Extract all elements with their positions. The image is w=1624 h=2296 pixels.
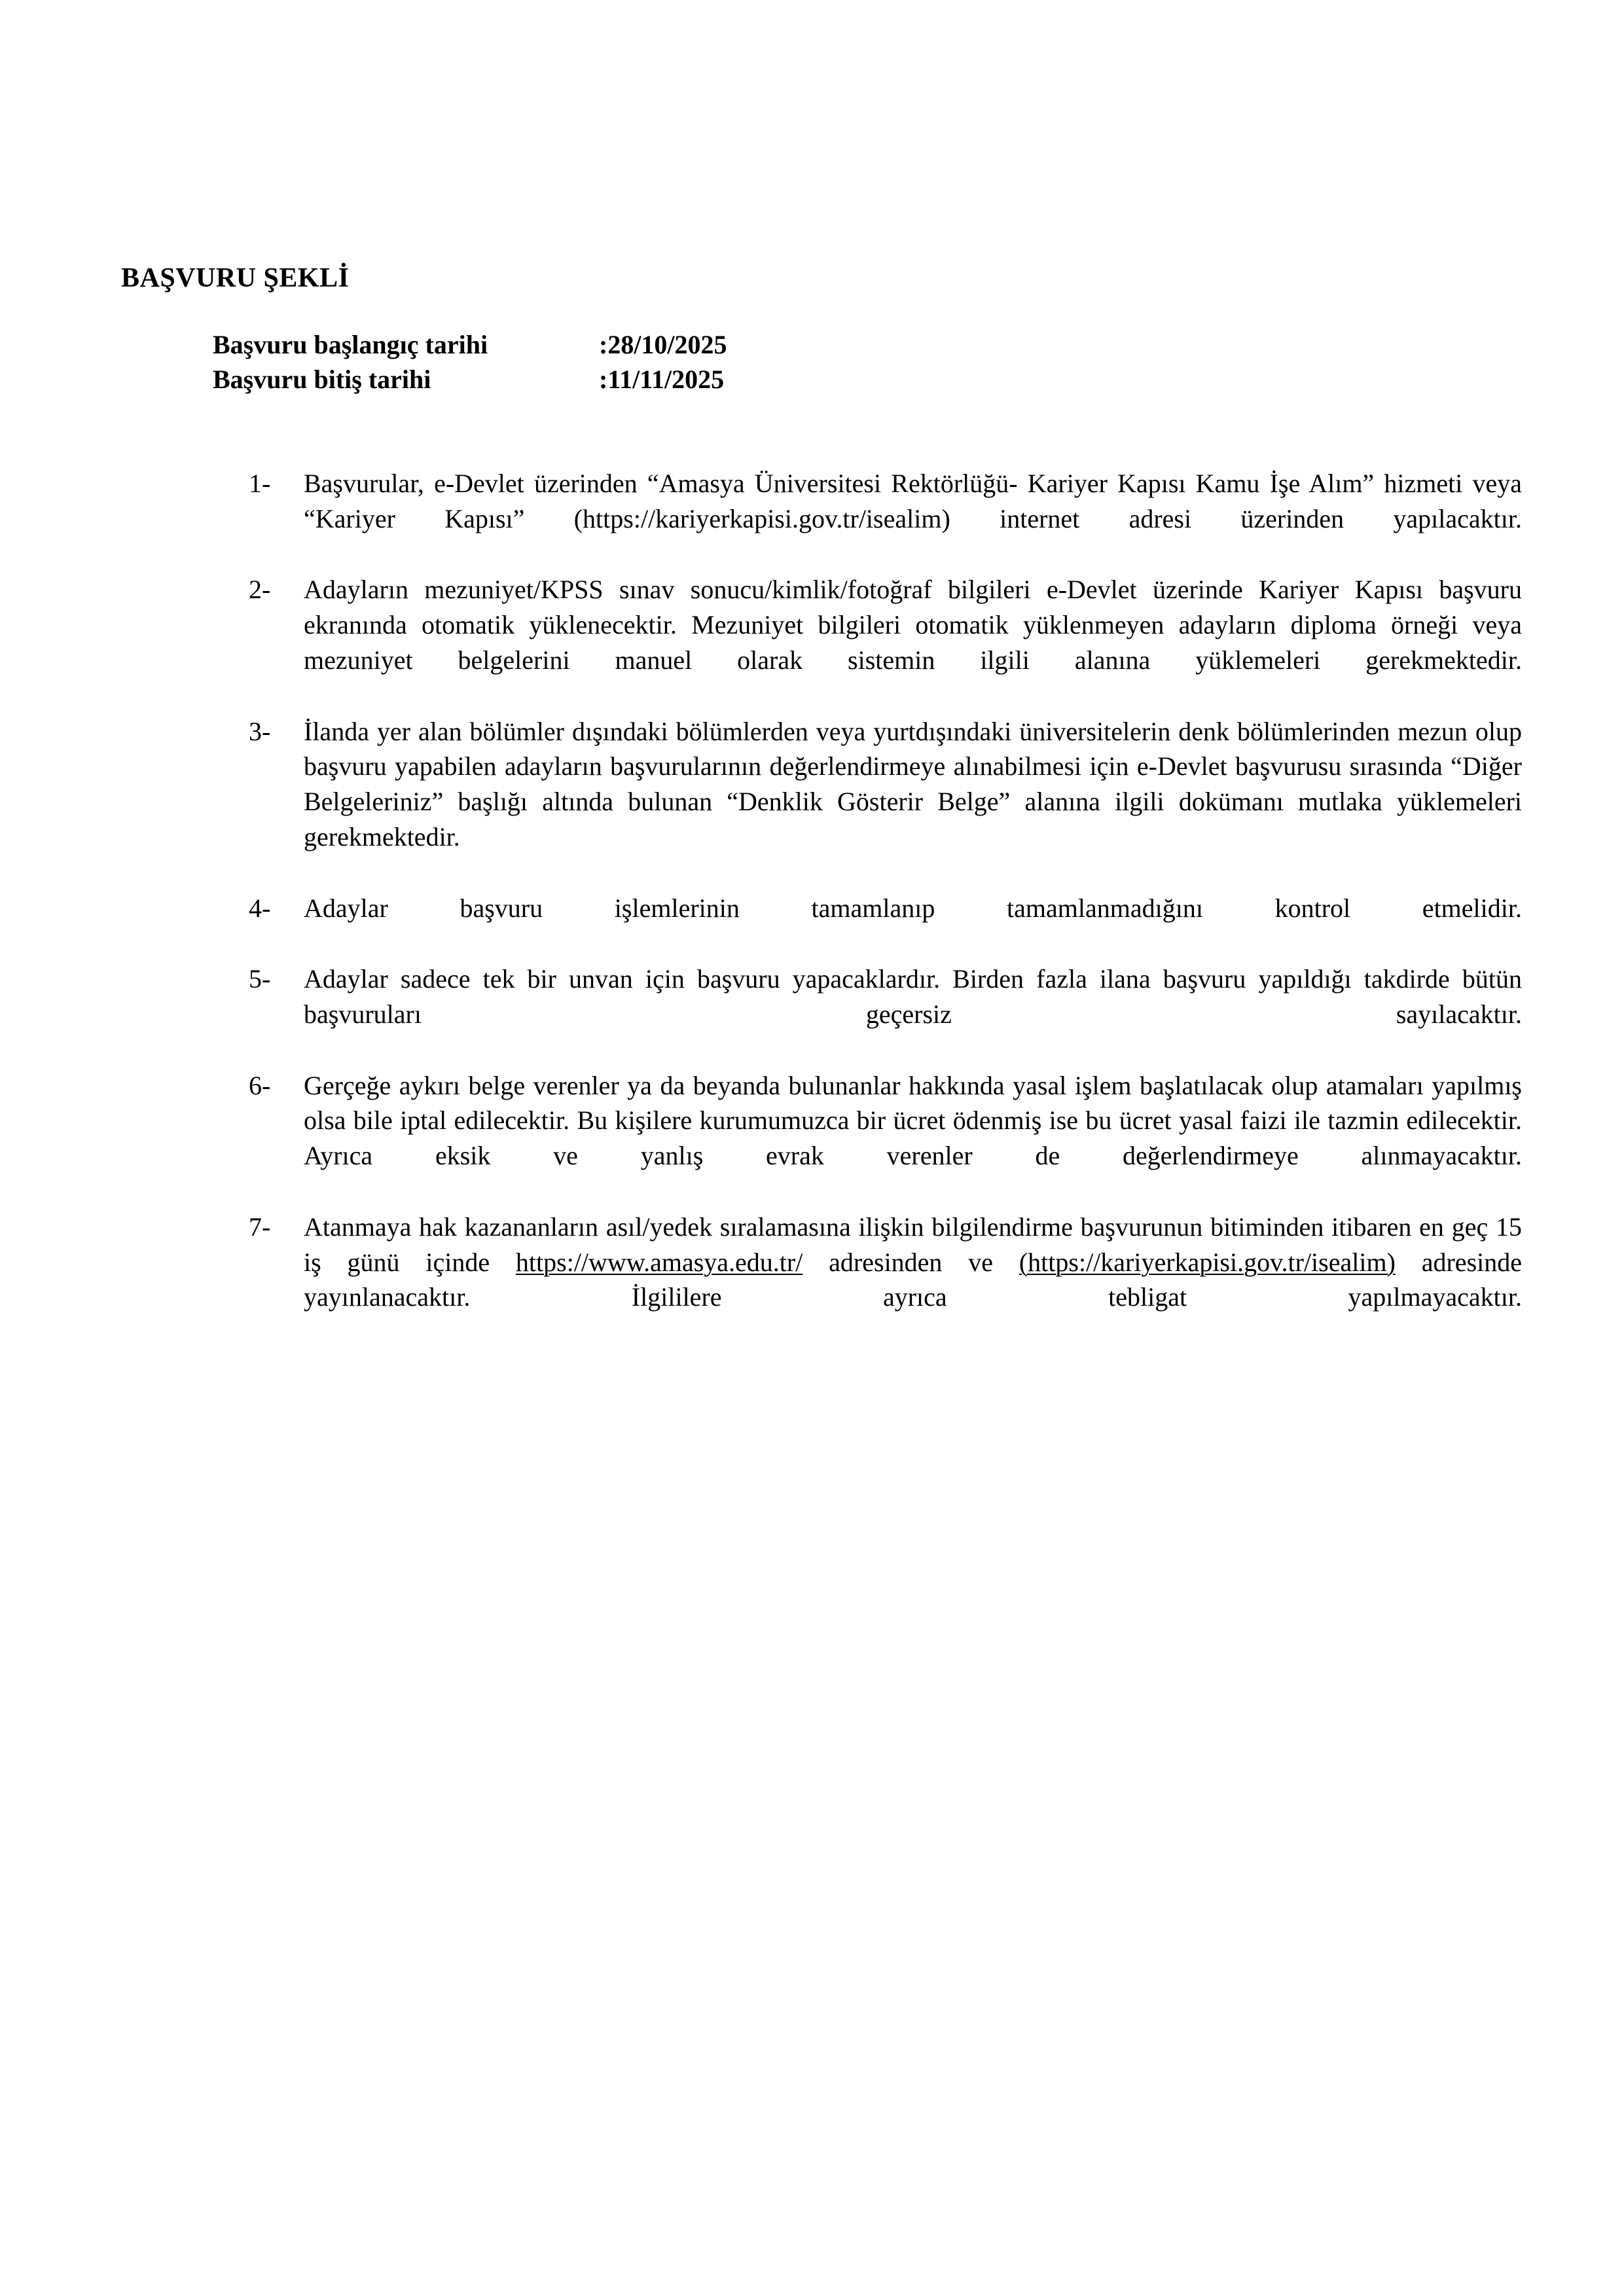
list-item xyxy=(249,1068,1522,1209)
start-date-value: :28/10/2025 xyxy=(599,330,727,359)
list-item xyxy=(249,714,1522,890)
list-item xyxy=(249,466,1522,571)
page-title: BAŞVURU ŞEKLİ xyxy=(121,263,350,294)
list-item-text-fragment: adresinde yayınlanacaktır. İlgililere ayrıca tebligat yapılmayacaktır. xyxy=(304,1247,1522,1312)
list-item-marker: 4- xyxy=(249,893,271,923)
list-item-marker: 3- xyxy=(249,716,271,746)
list-item-marker: 1- xyxy=(249,469,271,498)
list-item xyxy=(249,961,1522,1067)
list-item-marker: 6- xyxy=(249,1070,271,1100)
list-item-text-fragment: adresinden ve xyxy=(803,1247,1019,1277)
application-dates-block xyxy=(213,327,727,397)
end-date-value: :11/11/2025 xyxy=(599,365,725,395)
list-item xyxy=(249,891,1522,961)
list-item-marker: 2- xyxy=(249,575,271,605)
date-row-start xyxy=(213,327,727,362)
list-item-text xyxy=(304,1210,1522,1350)
start-date-label: Başvuru başlangıç tarihi xyxy=(213,330,488,359)
list-item-text: Adaylar sadece tek bir unvan için başvuru yapacaklardır. Birden fazla ilana başvuru yapıldığı takdirde bütün başvuruları geçersiz sayılacaktır. xyxy=(304,964,1522,1029)
date-row-end xyxy=(213,362,727,397)
list-item-marker: 7- xyxy=(249,1211,271,1242)
end-date-label: Başvuru bitiş tarihi xyxy=(213,365,431,395)
list-item-marker: 5- xyxy=(249,964,271,994)
external-link[interactable]: https://www.amasya.edu.tr/ xyxy=(515,1247,803,1277)
application-instructions-list xyxy=(223,466,1522,1351)
list-item-text: Gerçeğe aykırı belge verenler ya da beyanda bulunanlar hakkında yasal işlem başlatılacak olup atamaları yapılmış olsa bile iptal edilecektir. Bu kişilere kurumumuzca bir ücret ödenmiş ise bu ücret yasal faizi ile tazmin edilecektir. Ayrıca eksik ve yanlış evrak verenler de değerlendirmeye alınmayacaktır. xyxy=(304,1070,1522,1171)
list-item-text: İlanda yer alan bölümler dışındaki bölümlerden veya yurtdışındaki üniversitelerin denk bölümlerinden mezun olup başvuru yapabilen adayların başvurularının değerlendirmeye alınabilmesi için e-Devlet başvurusu sırasında “Diğer Belgeleriniz” başlığı altında bulunan “Denklik Gösterir Belge” alanına ilgili dokümanı mutlaka yüklemeleri gerekmektedir. xyxy=(304,716,1522,852)
list-item-text: Adaylar başvuru işlemlerinin tamamlanıp tamamlanmadığını kontrol etmelidir. xyxy=(304,893,1522,923)
external-link[interactable]: (https://kariyerkapisi.gov.tr/isealim) xyxy=(1019,1247,1396,1277)
list-item-text: Adayların mezuniyet/KPSS sınav sonucu/kimlik/fotoğraf bilgileri e-Devlet üzerinde Kariyer Kapısı başvuru ekranında otomatik yüklenecektir. Mezuniyet bilgileri otomatik yüklenmeyen adayların diploma örneği veya mezuniyet belgelerini manuel olarak sistemin ilgili alanına yüklemeleri gerekmektedir. xyxy=(304,575,1522,675)
list-item xyxy=(249,572,1522,713)
list-item-text: Başvurular, e-Devlet üzerinden “Amasya Üniversitesi Rektörlüğü- Kariyer Kapısı Kamu İşe Alım” hizmeti veya “Kariyer Kapısı” (https://kariyerkapisi.gov.tr/isealim) internet adresi üzerinden yapılacaktır. xyxy=(304,469,1522,533)
list-item xyxy=(249,1210,1522,1350)
list-item-text-fragment: Atanmaya hak kazananların asıl/yedek sıralamasına ilişkin bilgilendirme başvurunun bitiminden itibaren en geç 15 iş günü içinde xyxy=(304,1211,1522,1277)
